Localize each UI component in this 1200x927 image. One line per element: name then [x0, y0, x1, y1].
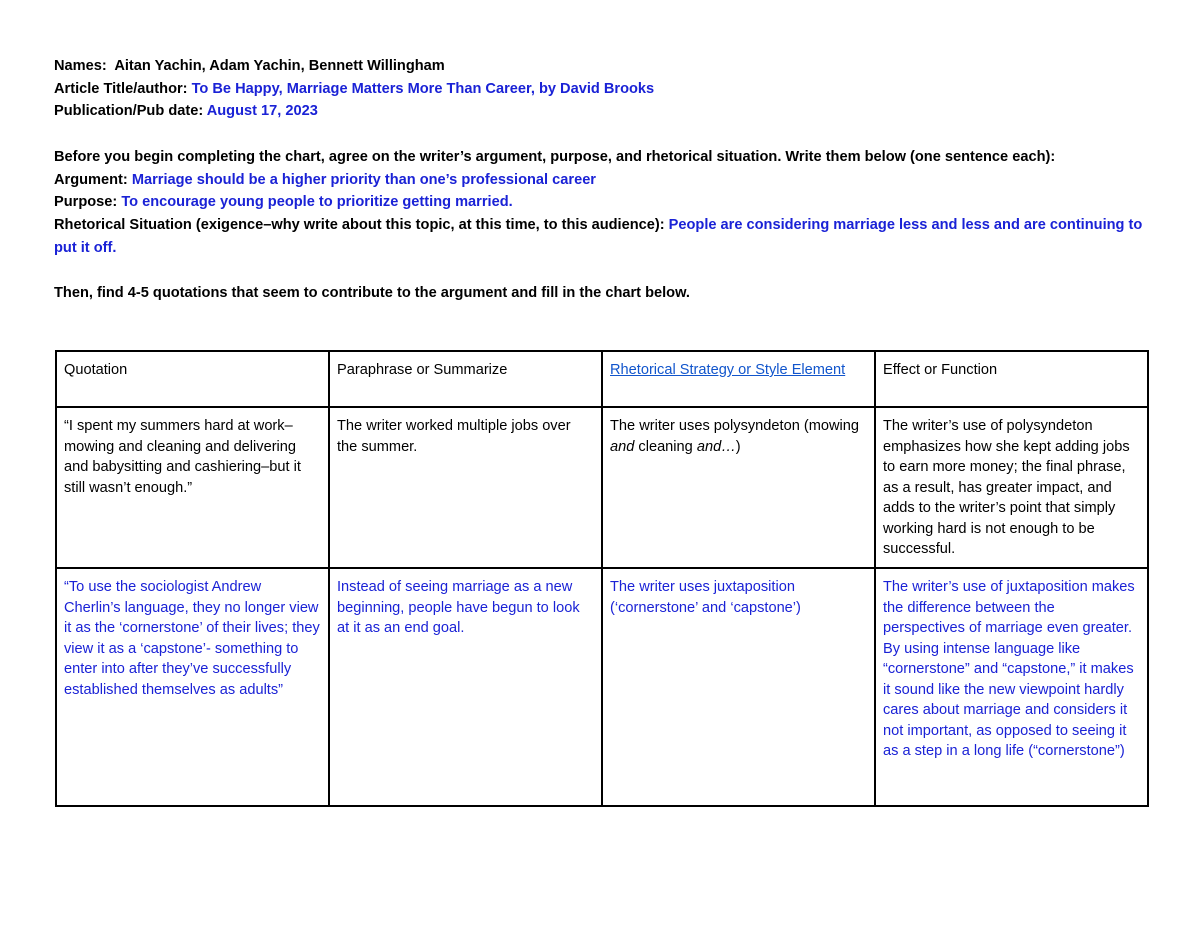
worksheet-header: [54, 55, 1148, 305]
header-quotation: Quotation: [56, 351, 329, 407]
header-strategy-cell: [602, 351, 875, 407]
article-value: To Be Happy, Marriage Matters More Than Career, by David Brooks: [191, 80, 655, 97]
row1-quotation: “I spent my summers hard at work– mowing and cleaning and delivering and babysitting and cashiering–but it still wasn’t enough.”: [56, 407, 329, 568]
row1-strategy-and2: and…: [696, 438, 736, 455]
situation-line: [54, 214, 1148, 259]
row2-strategy: The writer uses juxtaposition (‘cornerstone’ and ‘capstone’): [602, 568, 875, 806]
row1-strategy-mid: cleaning: [634, 438, 697, 455]
row1-strategy-and1: and: [610, 438, 635, 455]
situation-label: Rhetorical Situation (exigence–why write about this topic, at this time, to this audience):: [54, 216, 665, 233]
table-header-row: [56, 351, 1148, 407]
row2-quotation: “To use the sociologist Andrew Cherlin’s language, they no longer view it as the ‘cornerstone’ of their lives; they view it as a ‘capstone’- something to enter into after they’ve successfully established themselves as adults”: [56, 568, 329, 806]
publication-value: August 17, 2023: [206, 103, 318, 120]
instructions-intro: Before you begin completing the chart, agree on the writer’s argument, purpose, and rhetorical situation. Write them below (one sentence each):: [54, 148, 1056, 165]
argument-value: Marriage should be a higher priority than one’s professional career: [131, 171, 596, 188]
header-effect: Effect or Function: [875, 351, 1148, 407]
purpose-label: Purpose:: [54, 194, 118, 211]
header-strategy-link[interactable]: Rhetorical Strategy or Style Element: [610, 362, 846, 378]
row1-effect: The writer’s use of polysyndeton emphasizes how she kept adding jobs to earn more money; the final phrase, as a result, has greater impact, and adds to the writer’s point that simply working hard is not enough to be successful.: [875, 407, 1148, 568]
situation-value: People are considering marriage less and less and are continuing to put it off.: [54, 216, 1143, 256]
article-label: Article Title/author:: [54, 80, 188, 97]
row1-paraphrase: The writer worked multiple jobs over the summer.: [329, 407, 602, 568]
names-label: Names:: [54, 58, 107, 74]
row1-strategy-pre: The writer uses polysyndeton (mowing: [610, 418, 860, 434]
publication-line: [54, 100, 1148, 123]
rhetorical-analysis-chart: [55, 350, 1149, 807]
purpose-value: To encourage young people to prioritize getting married.: [121, 194, 513, 211]
row1-strategy-post: ): [735, 438, 741, 455]
names-line: [54, 55, 1148, 78]
purpose-line: [54, 191, 1148, 214]
publication-label: Publication/Pub date:: [54, 103, 204, 120]
row2-paraphrase: Instead of seeing marriage as a new beginning, people have begun to look at it as an end goal.: [329, 568, 602, 806]
argument-line: [54, 169, 1148, 192]
table-row: [56, 407, 1148, 568]
names-value: Aitan Yachin, Adam Yachin, Bennett Willingham: [114, 58, 445, 74]
then-instructions: Then, find 4-5 quotations that seem to contribute to the argument and fill in the chart below.: [54, 285, 690, 301]
article-line: [54, 78, 1148, 101]
table-row: [56, 568, 1148, 806]
argument-label: Argument:: [54, 171, 128, 188]
header-paraphrase: Paraphrase or Summarize: [329, 351, 602, 407]
row1-strategy: [602, 407, 875, 568]
row2-effect: The writer’s use of juxtaposition makes the difference between the perspectives of marriage even greater. By using intense language like “cornerstone” and “capstone,” it makes it sound like the new viewpoint hardly cares about marriage and considers it not important, as opposed to seeing it as a step in a long life (“cornerstone”): [875, 568, 1148, 806]
